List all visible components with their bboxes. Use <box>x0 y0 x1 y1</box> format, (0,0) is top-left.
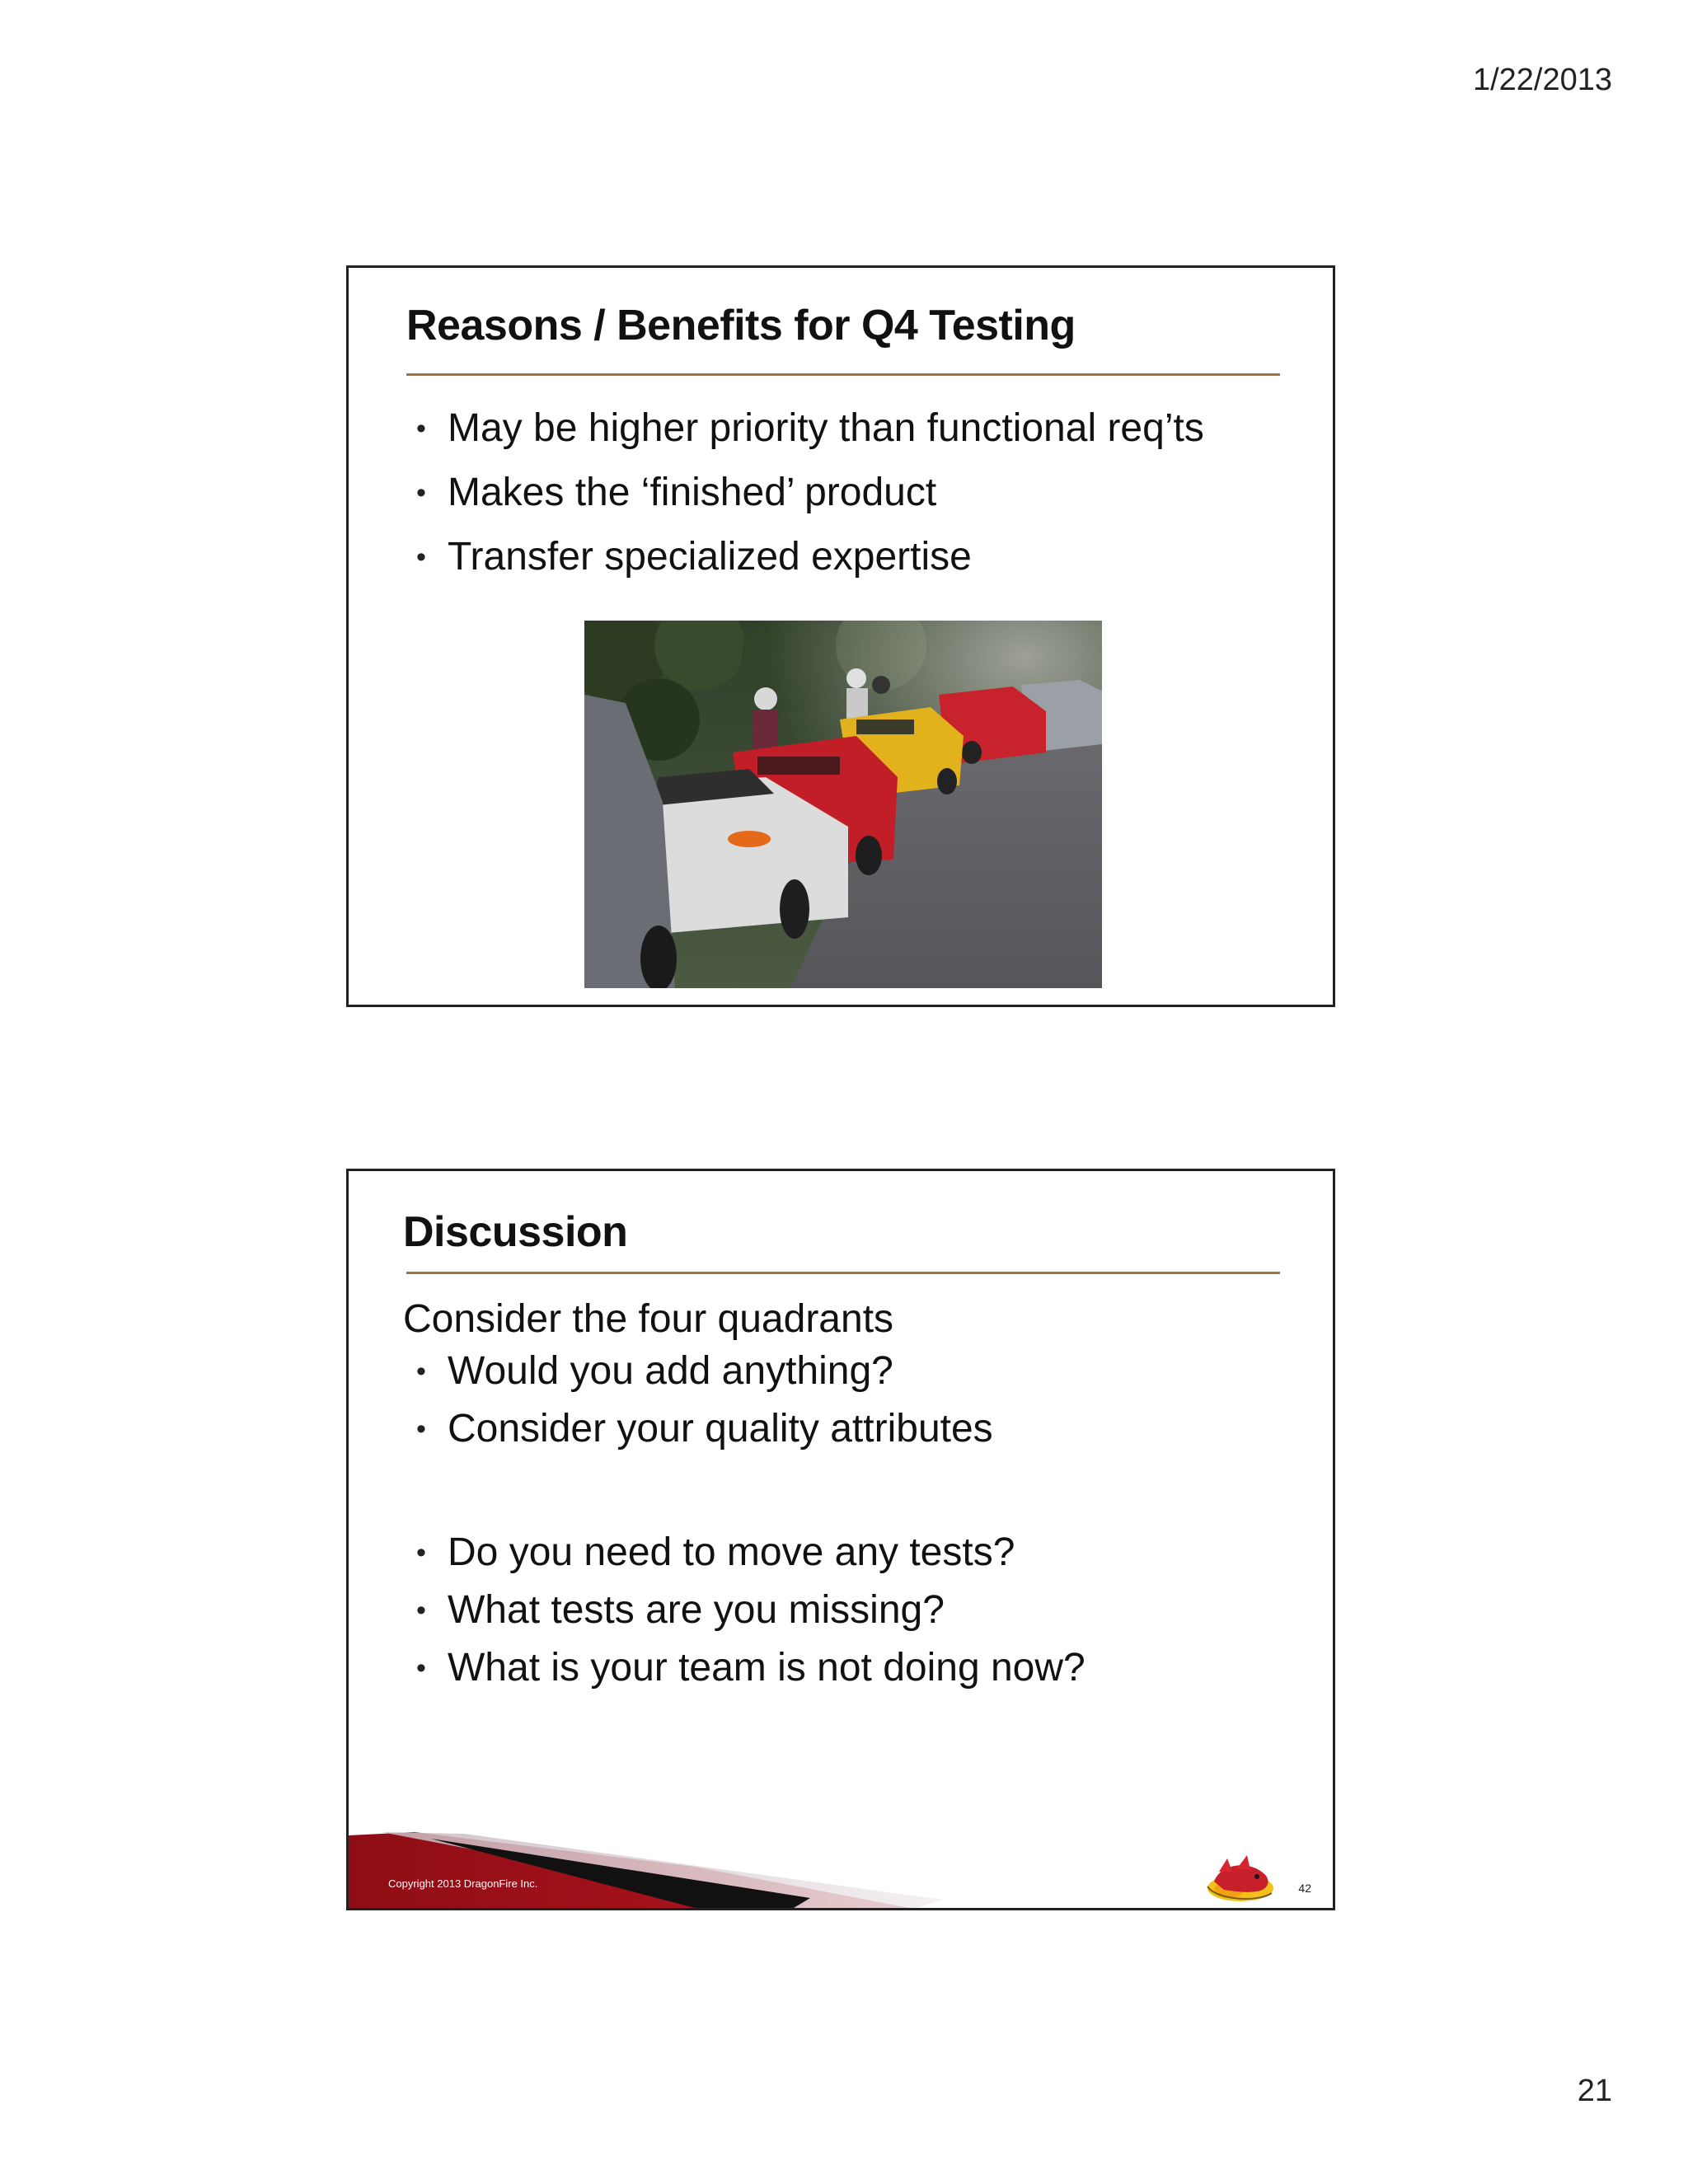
bullet-icon: • <box>416 1413 426 1445</box>
bullet-list <box>406 1524 1085 1697</box>
bullet-item: • Consider your quality attributes <box>406 1400 993 1458</box>
slide-title: Discussion <box>403 1208 628 1256</box>
title-underline <box>406 1272 1280 1274</box>
bullet-list <box>406 1343 993 1458</box>
bullet-list <box>406 396 1204 589</box>
bullet-icon: • <box>416 1537 426 1568</box>
title-underline <box>406 373 1280 376</box>
bullet-item: • May be higher priority than functional req’ts <box>406 396 1204 461</box>
page-date: 1/22/2013 <box>1472 63 1612 97</box>
bullet-item: • Do you need to move any tests? <box>406 1524 1085 1582</box>
copyright-text: Copyright 2013 DragonFire Inc. <box>388 1877 538 1890</box>
sports-cars-photo <box>584 621 1102 988</box>
bullet-icon: • <box>416 1652 426 1684</box>
page-number: 21 <box>1577 2074 1612 2108</box>
bullet-item: • What tests are you missing? <box>406 1582 1085 1639</box>
bullet-item: • What is your team is not doing now? <box>406 1639 1085 1697</box>
intro-text: Consider the four quadrants <box>403 1297 894 1341</box>
dragon-logo-icon <box>1199 1854 1278 1906</box>
bullet-icon: • <box>416 1356 426 1387</box>
slide-number: 42 <box>1298 1882 1311 1895</box>
slide-title: Reasons / Benefits for Q4 Testing <box>406 302 1076 349</box>
bullet-icon: • <box>416 413 426 444</box>
bullet-item: • Would you add anything? <box>406 1343 993 1400</box>
slide-discussion <box>346 1169 1335 1910</box>
slide-reasons-benefits <box>346 265 1335 1007</box>
bullet-item: • Makes the ‘finished’ product <box>406 461 1204 525</box>
bullet-icon: • <box>416 541 426 573</box>
bullet-icon: • <box>416 477 426 509</box>
bullet-item: • Transfer specialized expertise <box>406 525 1204 589</box>
bullet-icon: • <box>416 1595 426 1626</box>
